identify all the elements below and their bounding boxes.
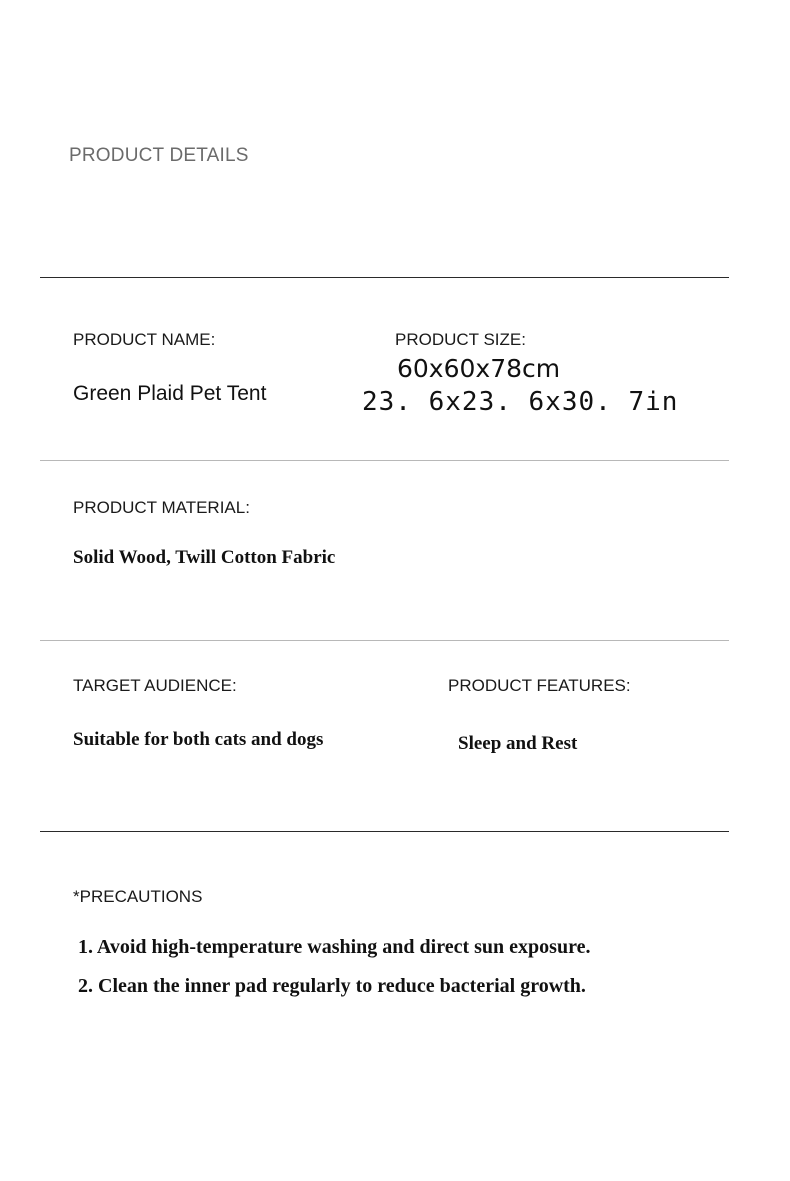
product-material-label: PRODUCT MATERIAL: bbox=[73, 498, 250, 517]
section-divider bbox=[40, 640, 729, 641]
target-audience-value: Suitable for both cats and dogs bbox=[73, 729, 324, 750]
product-size-label: PRODUCT SIZE: bbox=[395, 330, 526, 349]
product-name-value: Green Plaid Pet Tent bbox=[73, 382, 267, 405]
section-divider bbox=[40, 831, 729, 832]
precaution-item: 2. Clean the inner pad regularly to reduce bacterial growth. bbox=[78, 975, 586, 997]
section-divider bbox=[40, 277, 729, 278]
precautions-label: *PRECAUTIONS bbox=[73, 887, 203, 906]
section-divider bbox=[40, 460, 729, 461]
product-material-value: Solid Wood, Twill Cotton Fabric bbox=[73, 547, 336, 568]
product-size-cm: 60x60x78cm bbox=[397, 354, 561, 383]
page-title: PRODUCT DETAILS bbox=[69, 145, 249, 166]
target-audience-label: TARGET AUDIENCE: bbox=[73, 676, 237, 695]
product-name-label: PRODUCT NAME: bbox=[73, 330, 216, 349]
precaution-item: 1. Avoid high-temperature washing and direct sun exposure. bbox=[78, 936, 591, 958]
product-features-label: PRODUCT FEATURES: bbox=[448, 676, 631, 695]
product-size-inches: 23. 6x23. 6x30. 7in bbox=[362, 387, 679, 417]
product-features-value: Sleep and Rest bbox=[458, 733, 578, 754]
